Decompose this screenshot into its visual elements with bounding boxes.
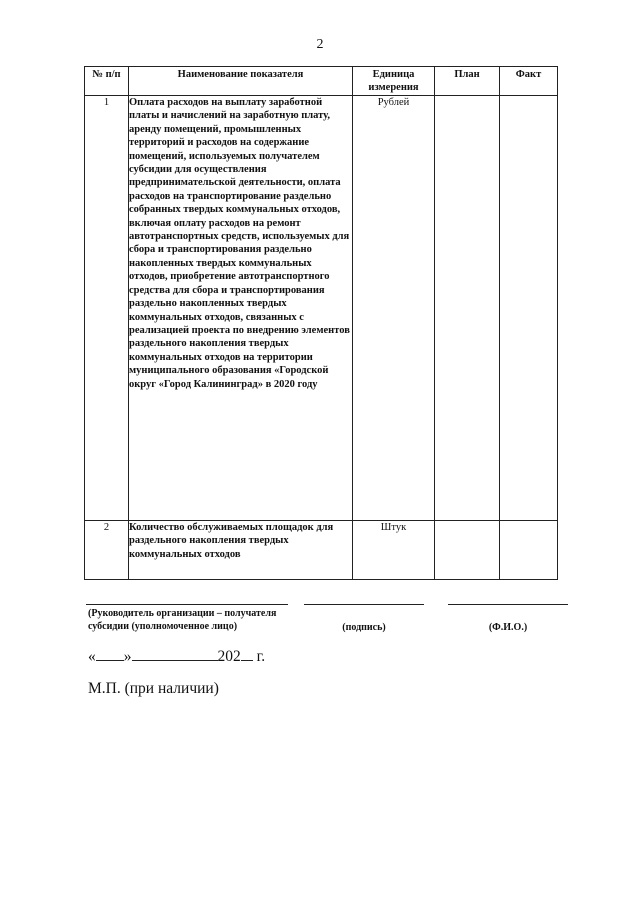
date-open-quote: « (88, 648, 96, 665)
full-name-line[interactable] (448, 604, 568, 605)
row-2-fact[interactable] (500, 521, 558, 580)
header-num: № п/п (85, 67, 129, 96)
indicators-table (84, 66, 558, 580)
signature-line[interactable] (304, 604, 424, 605)
year-blank[interactable] (241, 645, 253, 661)
row-1-name: Оплата расходов на выплату заработной платы и начислений на заработную плату, аренду помещений, промышленных территорий и расходов на содержание помещений, используемых получателем субсидии для осуществления предпринимательской деятельности, оплата расходов на транспортирование раздельно собранных твердых коммунальных отходов, включая оплату расходов на ремонт автотранспортных средств, используемых для сбора и транспортирования раздельно накопленных твердых коммунальных отходов, приобретение автотранспортного средства для сбора и транспортирования раздельно накопленных твердых коммунальных отходов, связанных с реализацией проекта по внедрению элементов раздельного накопления твердых коммунальных отходов на территории муниципального образования «Городской округ «Город Калининград» в 2020 году (129, 96, 353, 521)
signature-caption: (подпись) (342, 622, 386, 633)
header-plan: План (435, 67, 500, 96)
role-line[interactable] (86, 604, 288, 605)
page-number: 2 (316, 37, 324, 52)
role-caption: (Руководитель организации – получателя субсидии (уполномоченное лицо) (88, 608, 277, 632)
header-name: Наименование показателя (129, 67, 353, 96)
full-name-caption: (Ф.И.О.) (488, 622, 528, 633)
row-1-num: 1 (85, 96, 129, 521)
row-2-unit: Штук (353, 521, 435, 580)
year-suffix: г. (256, 648, 266, 665)
signature-block (0, 600, 640, 650)
row-1-fact[interactable] (500, 96, 558, 521)
row-1-plan[interactable] (435, 96, 500, 521)
row-2-plan[interactable] (435, 521, 500, 580)
row-1-unit: Рублей (353, 96, 435, 521)
table-header-row (85, 67, 558, 96)
month-blank[interactable] (132, 645, 218, 661)
header-fact: Факт (500, 67, 558, 96)
row-2-name: Количество обслуживаемых площадок для раздельного накопления твердых коммунальных отходов (129, 521, 353, 580)
table-row (85, 521, 558, 580)
seal-label: М.П. (при наличии) (88, 680, 219, 697)
table-row (85, 96, 558, 521)
day-blank[interactable] (96, 645, 124, 661)
date-close-quote: » (123, 648, 132, 665)
header-unit: Единица измерения (353, 67, 435, 96)
date-line (88, 645, 265, 666)
row-2-num: 2 (85, 521, 129, 580)
year-prefix: 202 (217, 648, 241, 665)
